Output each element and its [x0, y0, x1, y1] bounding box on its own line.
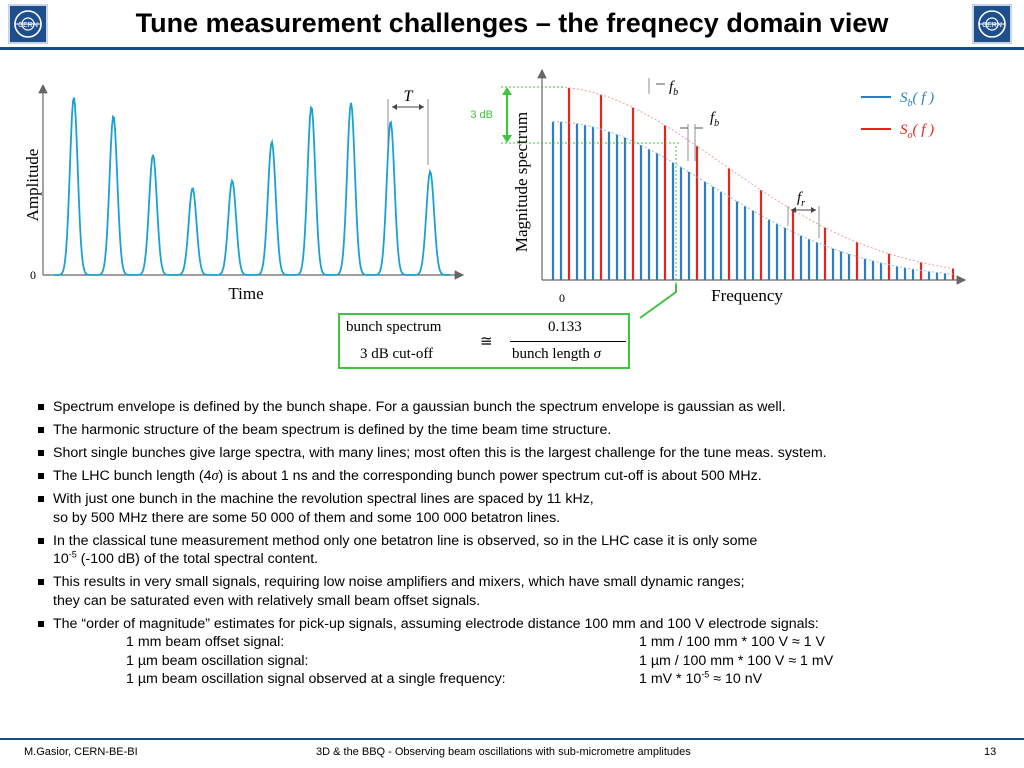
fb-top-label: $f_b$ — [669, 79, 679, 98]
footer-rule — [0, 738, 1024, 740]
formula-rhs-bottom: bunch length σ — [512, 346, 602, 362]
time-zero-label: 0 — [30, 268, 36, 282]
formula-fraction-bar — [510, 341, 626, 342]
freq-zero-label: 0 — [559, 291, 565, 305]
time-label: Time — [228, 284, 264, 303]
estimate-row-offset: 1 mm beam offset signal: 1 mm / 100 mm * 100 V ≈ 1 V — [126, 634, 825, 650]
bullet-list — [36, 398, 996, 693]
frequency-label: Frequency — [711, 286, 783, 305]
formula-approx: ≅ — [480, 334, 493, 350]
amplitude-label: Amplitude — [23, 148, 42, 222]
bullet-harmonic: The harmonic structure of the beam spectrum is defined by the time beam time structure. — [36, 421, 996, 440]
bullet-small-signals: This results in very small signals, requiring low noise amplifiers and mixers, which have small dynamic ranges; they can be saturated even with relatively small beam offset signals. — [36, 573, 996, 610]
fr-label: $f_r$ — [797, 190, 806, 209]
pulse-train — [54, 98, 450, 275]
time-domain-plot — [20, 85, 470, 307]
page-number: 13 — [984, 746, 997, 758]
frequency-domain-plot — [455, 66, 975, 312]
formula-lhs-bottom: 3 dB cut-off — [360, 346, 434, 362]
bullet-classical-method: In the classical tune measurement method only one betatron line is observed, so in the LHC case it is only some $10^{-5}$ (-100 dB) of the total spectral content. — [36, 532, 996, 569]
formula-box — [338, 313, 630, 369]
formula-lhs-top: bunch spectrum — [346, 319, 442, 335]
bullet-lhc-bunch: The LHC bunch length (4σ) is about 1 ns and the corresponding bunch power spectrum cut-off is about 500 MHz. — [36, 467, 996, 486]
fb-mid-label: $f_b$ — [710, 110, 720, 129]
magnitude-label: Magnitude spectrum — [512, 111, 531, 253]
estimate-row-single-frequency: 1 µm beam oscillation signal observed at a single frequency: 1 mV * $10^{-5} \approx 10$ nV — [126, 669, 763, 687]
formula-rhs-top: 0.133 — [548, 319, 582, 335]
title-rule — [0, 47, 1024, 50]
period-label: T — [403, 88, 413, 105]
svg-text:CERN: CERN — [18, 22, 38, 29]
estimate-row-oscillation: 1 µm beam oscillation signal: 1 µm / 100 mm * 100 V ≈ 1 mV — [126, 652, 834, 669]
bullet-short-bunches: Short single bunches give large spectra, with many lines; most often this is the largest challenge for the tune meas. system. — [36, 444, 996, 463]
legend-label-blue: $S_b$( f ) — [900, 90, 935, 109]
bullet-envelope: Spectrum envelope is defined by the bunch shape. For a gaussian bunch the spectrum envelope is gaussian as well. — [36, 398, 996, 417]
slide-title: Tune measurement challenges – the freqnecy domain view — [135, 8, 889, 38]
footer-author: M.Gasior, CERN-BE-BI — [24, 746, 138, 758]
bullet-one-bunch: With just one bunch in the machine the revolution spectral lines are spaced by 11 kHz, so by 500 MHz there are some 50 000 of them and some 100 000 betatron lines. — [36, 490, 996, 527]
footer-talk-title: 3D & the BBQ - Observing beam oscillations with sub-micrometre amplitudes — [316, 746, 691, 758]
legend-label-red: $S_o$( f ) — [900, 122, 935, 141]
bullet-order-of-magnitude: The “order of magnitude” estimates for pick-up signals, assuming electrode distance 100 mm and 100 V electrode signals: 1 mm beam offset signal: 1 mm / 100 mm * 100 V ≈ 1 V 1 µm beam oscillation signal: 1 µm / 100 mm * 100 V ≈ 1 mV 1 µm beam oscillation signal observed at a single frequency: 1 mV * $10^{-5} \approx 10$ nV — [36, 615, 996, 689]
3db-label: 3 dB — [470, 109, 493, 121]
svg-text:CERN: CERN — [982, 22, 1002, 29]
